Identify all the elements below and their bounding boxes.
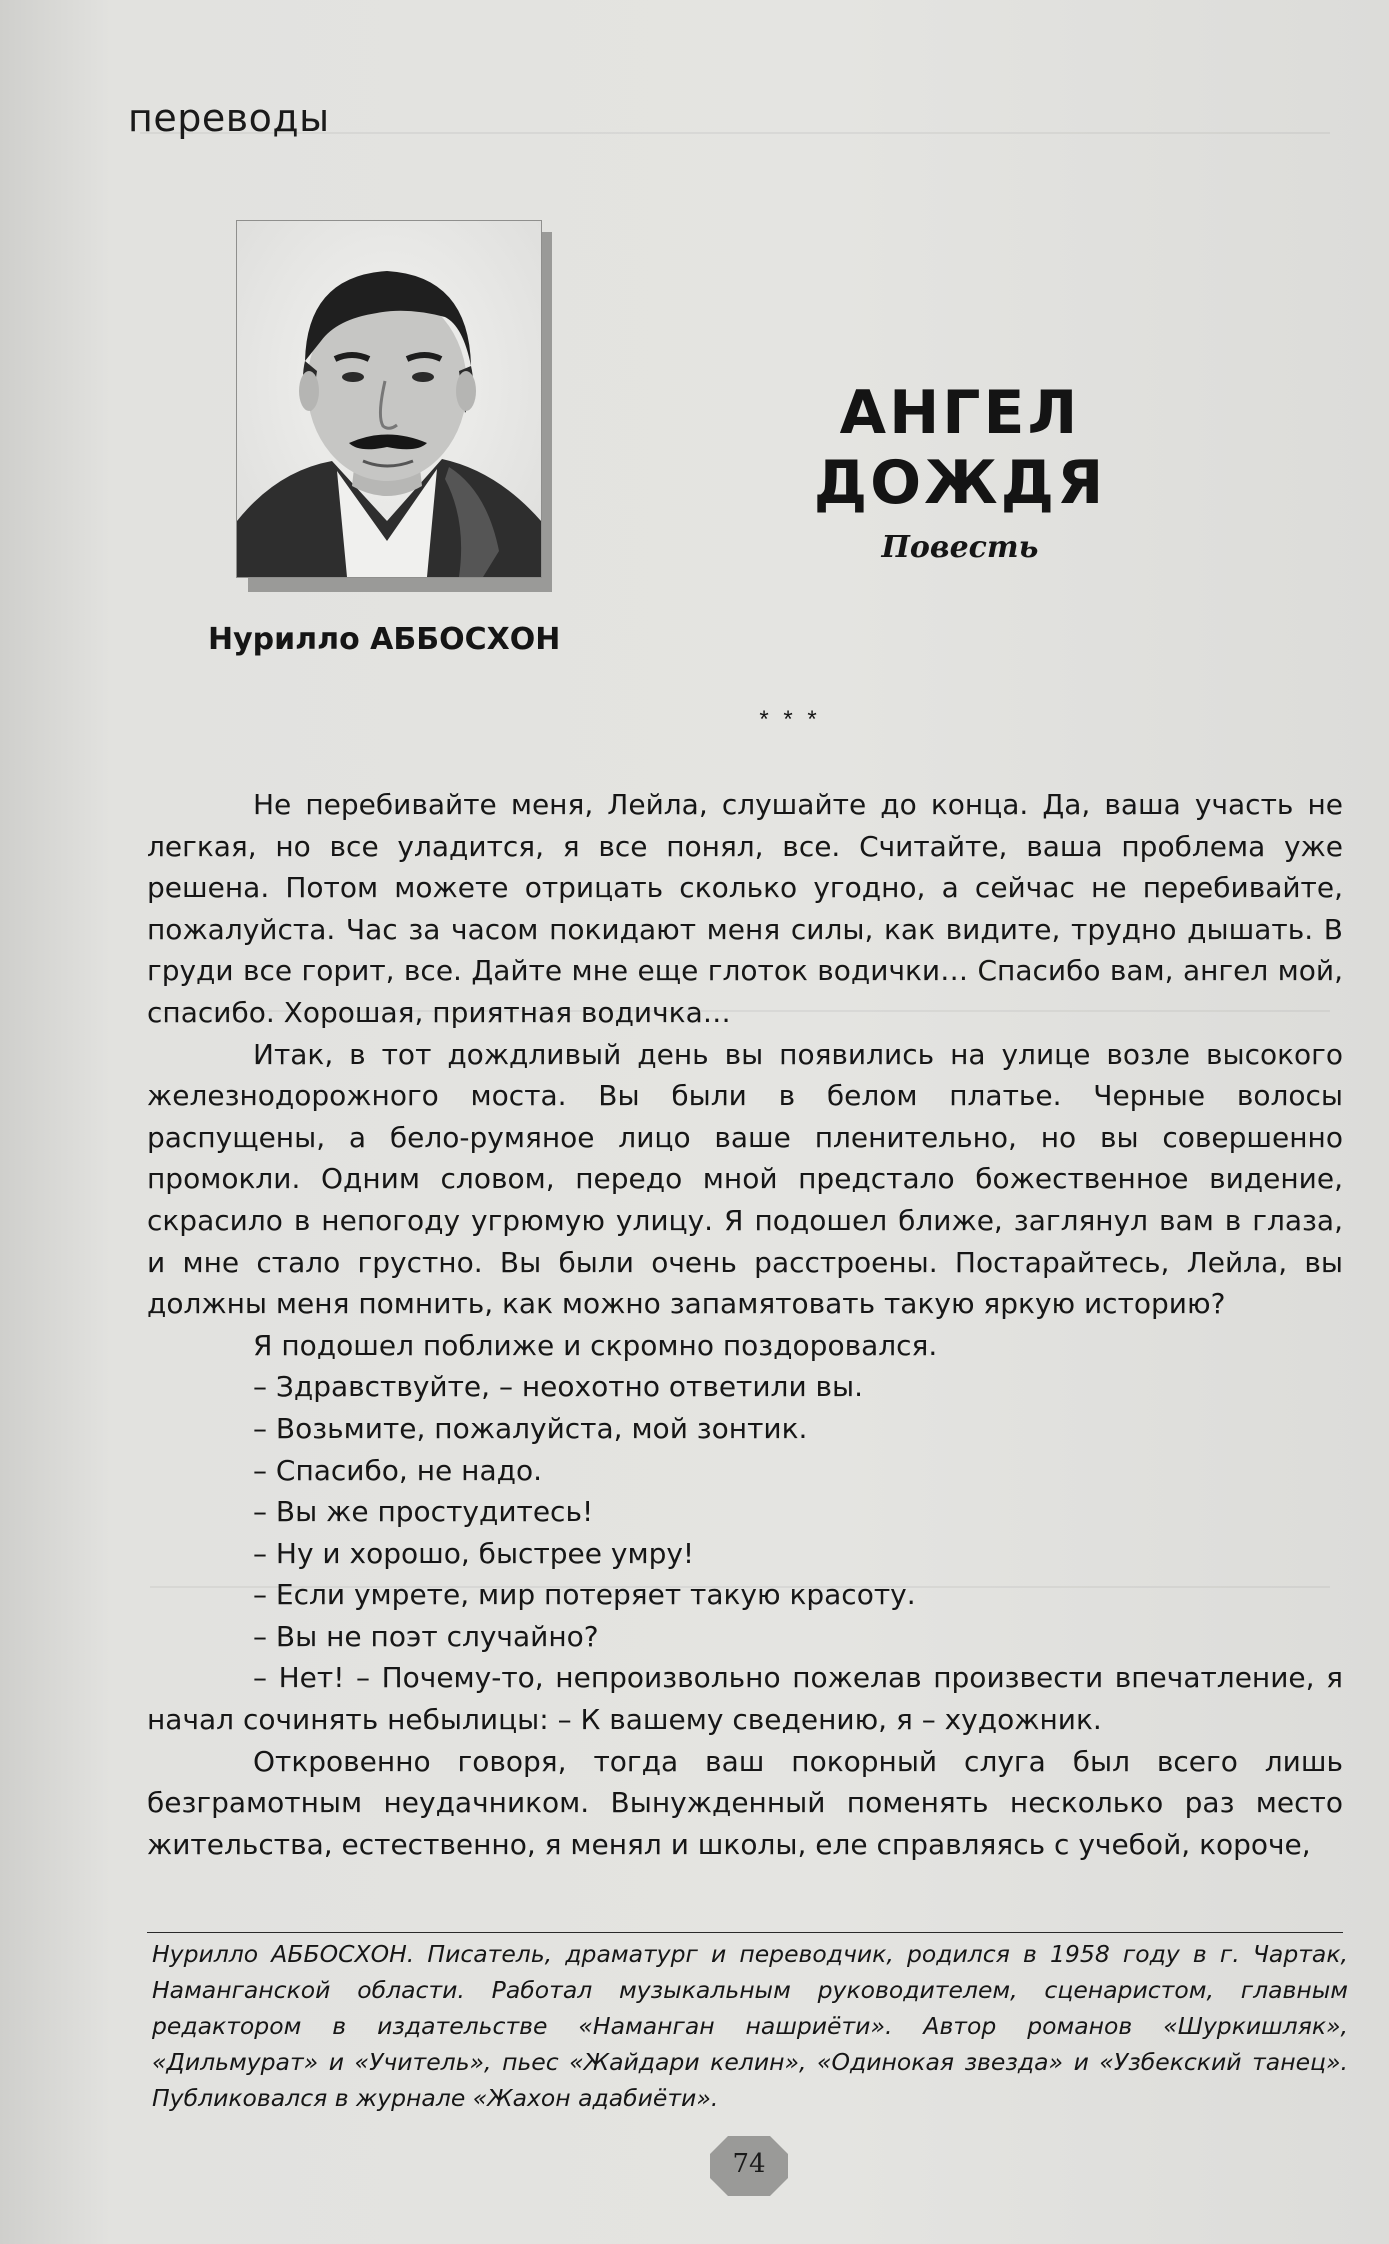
dialogue-line: – Возьмите, пожалуйста, мой зонтик. xyxy=(253,1411,808,1445)
dialogue-line: – Вы же простудитесь! xyxy=(253,1495,594,1529)
story-body xyxy=(147,784,1343,1865)
paragraph: Откровенно говоря, тогда ваш покорный слуга был всего лишь безграмотным неудачником. Вынужденный поменять несколько раз место жительства, естественно, я менял и школы, еле справляясь с учебой, короче, xyxy=(147,1744,1343,1861)
author-name: Нурилло АББОСХОН xyxy=(208,622,561,657)
dialogue-line: – Здравствуйте, – неохотно ответили вы. xyxy=(253,1370,864,1404)
section-header: переводы xyxy=(128,96,330,140)
paragraph: Итак, в тот дождливый день вы появились на улице возле высокого железнодорожного моста. Вы были в белом платье. Черные волосы распущены, а бело-румяное лицо ваше пленительно, но вы совершенно промокли. Одним словом, передо мной предстало божественное видение, скрасило в непогоду угрюмую улицу. Я подошел ближе, заглянул вам в глаза, и мне стало грустно. Вы были очень расстроены. Постарайтесь, Лейла, вы должны меня помнить, как можно запамятовать такую яркую историю? xyxy=(147,1037,1343,1321)
paragraph: Я подошел поближе и скромно поздоровался. xyxy=(253,1328,938,1362)
story-title: АНГЕЛ ДОЖДЯ xyxy=(813,378,1107,518)
paragraph: Не перебивайте меня, Лейла, слушайте до конца. Да, ваша участь не легкая, но все уладится, я все понял, все. Считайте, ваша проблема уже решена. Потом можете отрицать сколько угодно, а сейчас не перебивайте, пожалуйста. Час за часом покидают меня силы, как видите, трудно дышать. В груди все горит, все. Дайте мне еще глоток водички… Спасибо вам, ангел мой, спасибо. Хорошая, приятная водичка… xyxy=(147,788,1343,1029)
page-number-badge xyxy=(708,2134,790,2198)
author-footnote: Нурилло АББОСХОН. Писатель, драматург и переводчик, родился в 1958 году в г. Чартак, Наманганской области. Работал музыкальным руководителем, сценаристом, главным редактором в издательстве «Наманган нашриёти». Автор романов «Шуркишляк», «Дильмурат» и «Учитель», пьес «Жайдари келин», «Одинокая звезда» и «Узбекский танец». Публиковался в журнале «Жахон адабиёти». xyxy=(152,1940,1348,2112)
dialogue-line: – Вы не поэт случайно? xyxy=(253,1619,599,1653)
page-number: 74 xyxy=(732,2149,766,2179)
story-subtitle: Повесть xyxy=(881,530,1039,565)
footnote-divider xyxy=(147,1932,1343,1933)
author-portrait-icon xyxy=(237,221,541,577)
dialogue-line: – Нет! – Почему-то, непроизвольно пожелав произвести впечатление, я начал сочинять небылицы: – К вашему сведению, я – художник. xyxy=(147,1661,1343,1737)
dialogue-line: – Если умрете, мир потеряет такую красоту. xyxy=(253,1578,916,1612)
section-separator: * * * xyxy=(759,706,821,733)
author-photo xyxy=(236,220,542,578)
dialogue-line: – Спасибо, не надо. xyxy=(253,1453,542,1487)
dialogue-line: – Ну и хорошо, быстрее умру! xyxy=(253,1536,695,1570)
